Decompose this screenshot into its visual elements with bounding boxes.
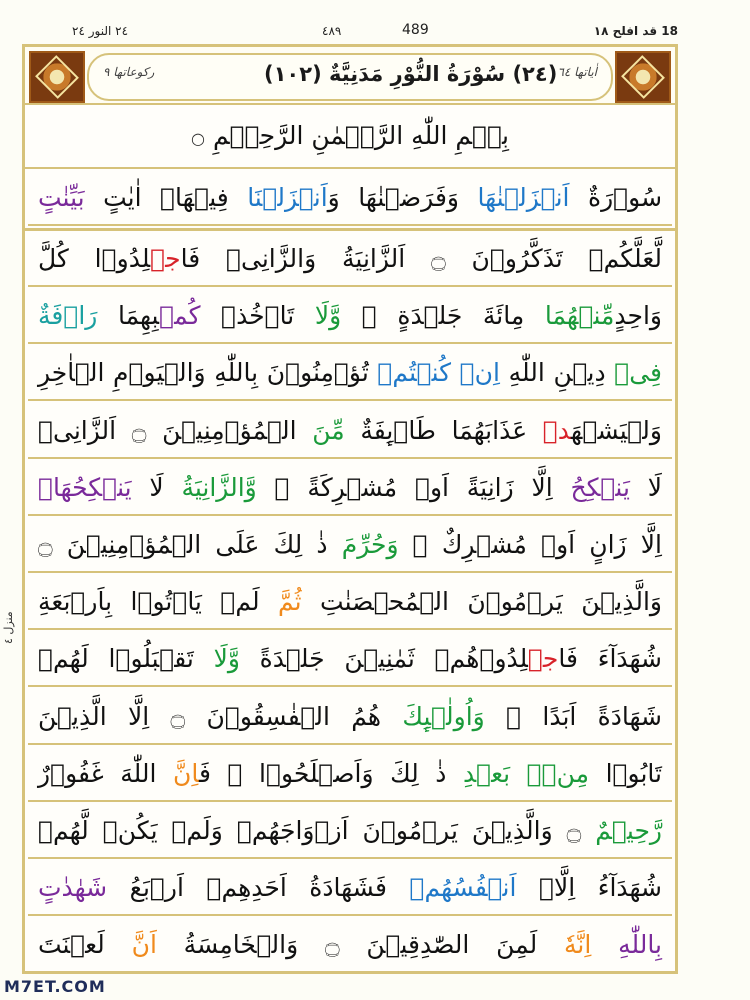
- verse-segment: شَهٰدٰتٍ: [38, 873, 108, 903]
- manzil-marker: منزل ٤: [2, 611, 15, 645]
- verse-segment: لَّعَلَّكُمۡ تَذَكَّرُوۡنَ ۝ اَلزَّانِيَةُ وَالزَّانِىۡ فَا: [180, 244, 663, 273]
- verse-segment: ۚ وَاُولٰۤٮِٕكَ: [402, 701, 507, 731]
- verse-segment: ۖ وَّلَا: [314, 301, 362, 331]
- verse-segment: لَمۡ يَاۡتُوۡا بِاَرۡبَعَةِ: [38, 587, 278, 617]
- verse-segment: مِنۡۢ بَعۡدِ: [462, 758, 590, 788]
- ornament-left-icon: [29, 51, 85, 103]
- header-left-ref: ٢٤ النور ٢٤: [72, 24, 129, 38]
- verse-line: [28, 288, 672, 344]
- verse-segment: عَذَابَهُمَا طَاۤٮِٕفَةٌ: [344, 415, 543, 445]
- verse-segment: رَاۡفَةٌ: [38, 301, 98, 331]
- verse-segment: فِيۡهَاۤ اٰيٰتٍ: [84, 183, 248, 212]
- verse-segment: بَيِّنٰتٍ: [38, 183, 85, 212]
- verse-segment: دِيۡنِ اللّٰهِ: [499, 358, 615, 388]
- verse-segment: الۡمُؤۡمِنِيۡنَ ۝ اَلزَّانِىۡ: [38, 415, 313, 445]
- verse-line: [28, 860, 672, 916]
- verse-segment: لَا: [629, 472, 662, 502]
- verse-segment: اَنۡزَلۡنٰهَا: [477, 183, 570, 212]
- verse-segment: اَنۡفُسُهُمۡ: [409, 873, 517, 903]
- bismillah-text: بِسۡمِ اللّٰهِ الرَّحۡمٰنِ الرَّحِيۡمِ: [212, 121, 509, 150]
- verse-segment: مِائَةَ جَلۡدَةٍ: [361, 301, 545, 331]
- header-page-arabic: ٤٨٩: [322, 24, 342, 38]
- verse-line: [28, 345, 672, 401]
- verse-segment: تَاۡخُذۡ: [200, 301, 315, 331]
- verse-segment: لَمِنَ الصّٰدِقِيۡنَ ۝ وَالۡخَامِسَةُ: [156, 930, 564, 960]
- verse-segment: اِنَّ: [173, 758, 199, 788]
- surah-title: (٢٤) سُوْرَةُ النُّوْرِ مَدَنِيَّةٌ (١٠٢): [264, 62, 558, 86]
- verse-segment: لَا: [131, 472, 182, 502]
- verse-segment: ذٰ لِكَ عَلَى الۡمُؤۡمِنِيۡنَ ۝: [38, 530, 342, 559]
- verse-segment: ۝ وَالَّذِيۡنَ يَرۡمُوۡنَ اَزۡوَاجَهُمۡ وَلَمۡ يَكُنۡ لَّهُمۡ: [38, 816, 596, 845]
- verse-line: [28, 231, 672, 287]
- verse-segment: تَقۡبَلُوۡا لَهُمۡ: [38, 644, 214, 674]
- verse-segment: لِدُوۡا كُلَّ: [38, 244, 151, 273]
- watermark: M7ET.COM: [4, 977, 106, 996]
- verse-line: [28, 689, 672, 745]
- verse-line: [28, 517, 672, 573]
- verse-segment: دۡ: [542, 415, 571, 445]
- header-right-ref: 18 قد افلح ١٨: [593, 24, 678, 38]
- verse-line: [28, 917, 672, 973]
- verse-segment: مِّنَ: [312, 415, 345, 445]
- verse-segment: جۡ: [150, 244, 181, 273]
- verse-segment: شَهَادَةً اَبَدًا: [506, 701, 662, 731]
- surah-title-band: [25, 47, 675, 105]
- bismillah: [25, 105, 675, 169]
- verse-line: [28, 403, 672, 459]
- verse-segment: ۚ وَحُرِّمَ: [341, 530, 413, 559]
- verse-segment: هُمُ الۡفٰسِقُوۡنَ ۝ اِلَّا الَّذِيۡنَ: [38, 701, 403, 731]
- verse-segment: تَابُوۡا: [589, 758, 662, 788]
- surah-title-cartouche: [87, 53, 613, 101]
- verse-segment: اللّٰهَ غَفُوۡرٌ: [38, 758, 174, 788]
- verse-segment: جۡ: [527, 644, 559, 674]
- verse-segment: يَنۡكِحُ: [570, 472, 630, 502]
- verse-line: [28, 631, 672, 687]
- verse-line: [28, 170, 672, 226]
- verse-segment: فِىۡ: [614, 358, 662, 388]
- verse-segment: شُهَدَآءُ اِلَّاۤ: [516, 873, 662, 903]
- verse-segment: اَنَّ: [131, 930, 157, 960]
- verse-segment: لَعۡنَتَ: [38, 930, 132, 960]
- verse-segment: اَنۡزَلۡنَا: [247, 183, 328, 212]
- verse-segment: وَاحِدٍ: [614, 301, 662, 331]
- verse-segment: وَالَّذِيۡنَ يَرۡمُوۡنَ الۡمُحۡصَنٰتِ: [301, 587, 662, 617]
- verse-line: [28, 746, 672, 802]
- ayat-count: اٰياتها ٦٤: [557, 65, 597, 79]
- verse-segment: اِنۡ كُنۡتُمۡ: [377, 358, 500, 388]
- verse-segment: اِلَّا زَانٍ اَوۡ مُشۡرِكٌ: [412, 530, 662, 559]
- verse-segment: ۖ وَّالزَّانِيَةُ: [181, 472, 275, 502]
- verse-segment: وَفَرَضۡنٰهَا وَ: [327, 183, 478, 212]
- verse-line: [28, 574, 672, 630]
- verse-segment: اِلَّا زَانِيَةً اَوۡ مُشۡرِكَةً: [274, 472, 571, 502]
- verse-segment: سُوۡرَةٌ: [569, 183, 663, 212]
- verse-segment: وَلۡيَشۡهَ: [570, 415, 662, 445]
- verse-segment: فَشَهَادَةُ اَحَدِهِمۡ اَرۡبَعُ: [107, 873, 410, 903]
- ruku-count: ركوعاتها ٩: [103, 65, 155, 79]
- verse-segment: يَنۡكِحُهَاۤ: [38, 472, 132, 502]
- running-header: [22, 22, 678, 40]
- verse-segment: رَّحِيۡمٌ: [595, 816, 662, 845]
- bismillah-mark: ○: [191, 129, 206, 148]
- verse-segment: بِاللّٰهِ: [618, 930, 662, 960]
- ornament-right-icon: [615, 51, 671, 103]
- verse-segment: اِنَّهٗ: [564, 930, 619, 960]
- verse-segment: مِّنۡهُمَا: [544, 301, 615, 331]
- verse-segment: ثُمَّ: [278, 587, 302, 617]
- verse-segment: تُؤۡمِنُوۡنَ بِاللّٰهِ وَالۡيَوۡمِ الۡاٰخِرِ: [38, 358, 378, 388]
- verse-line: [28, 803, 672, 859]
- verse-segment: شُهَدَآءَ فَا: [558, 644, 662, 674]
- verse-segment: لِدُوۡهُمۡ ثَمٰنِيۡنَ جَلۡدَةً: [239, 644, 528, 674]
- verse-segment: كُمۡ: [159, 301, 201, 331]
- verse-line: [28, 460, 672, 516]
- verse-segment: بِهِمَا: [97, 301, 160, 331]
- verse-segment: ذٰ لِكَ وَاَصۡلَحُوۡا ۚ فَ: [199, 758, 463, 788]
- header-page-number: 489: [402, 22, 429, 38]
- verse-segment: وَّلَا: [213, 644, 240, 674]
